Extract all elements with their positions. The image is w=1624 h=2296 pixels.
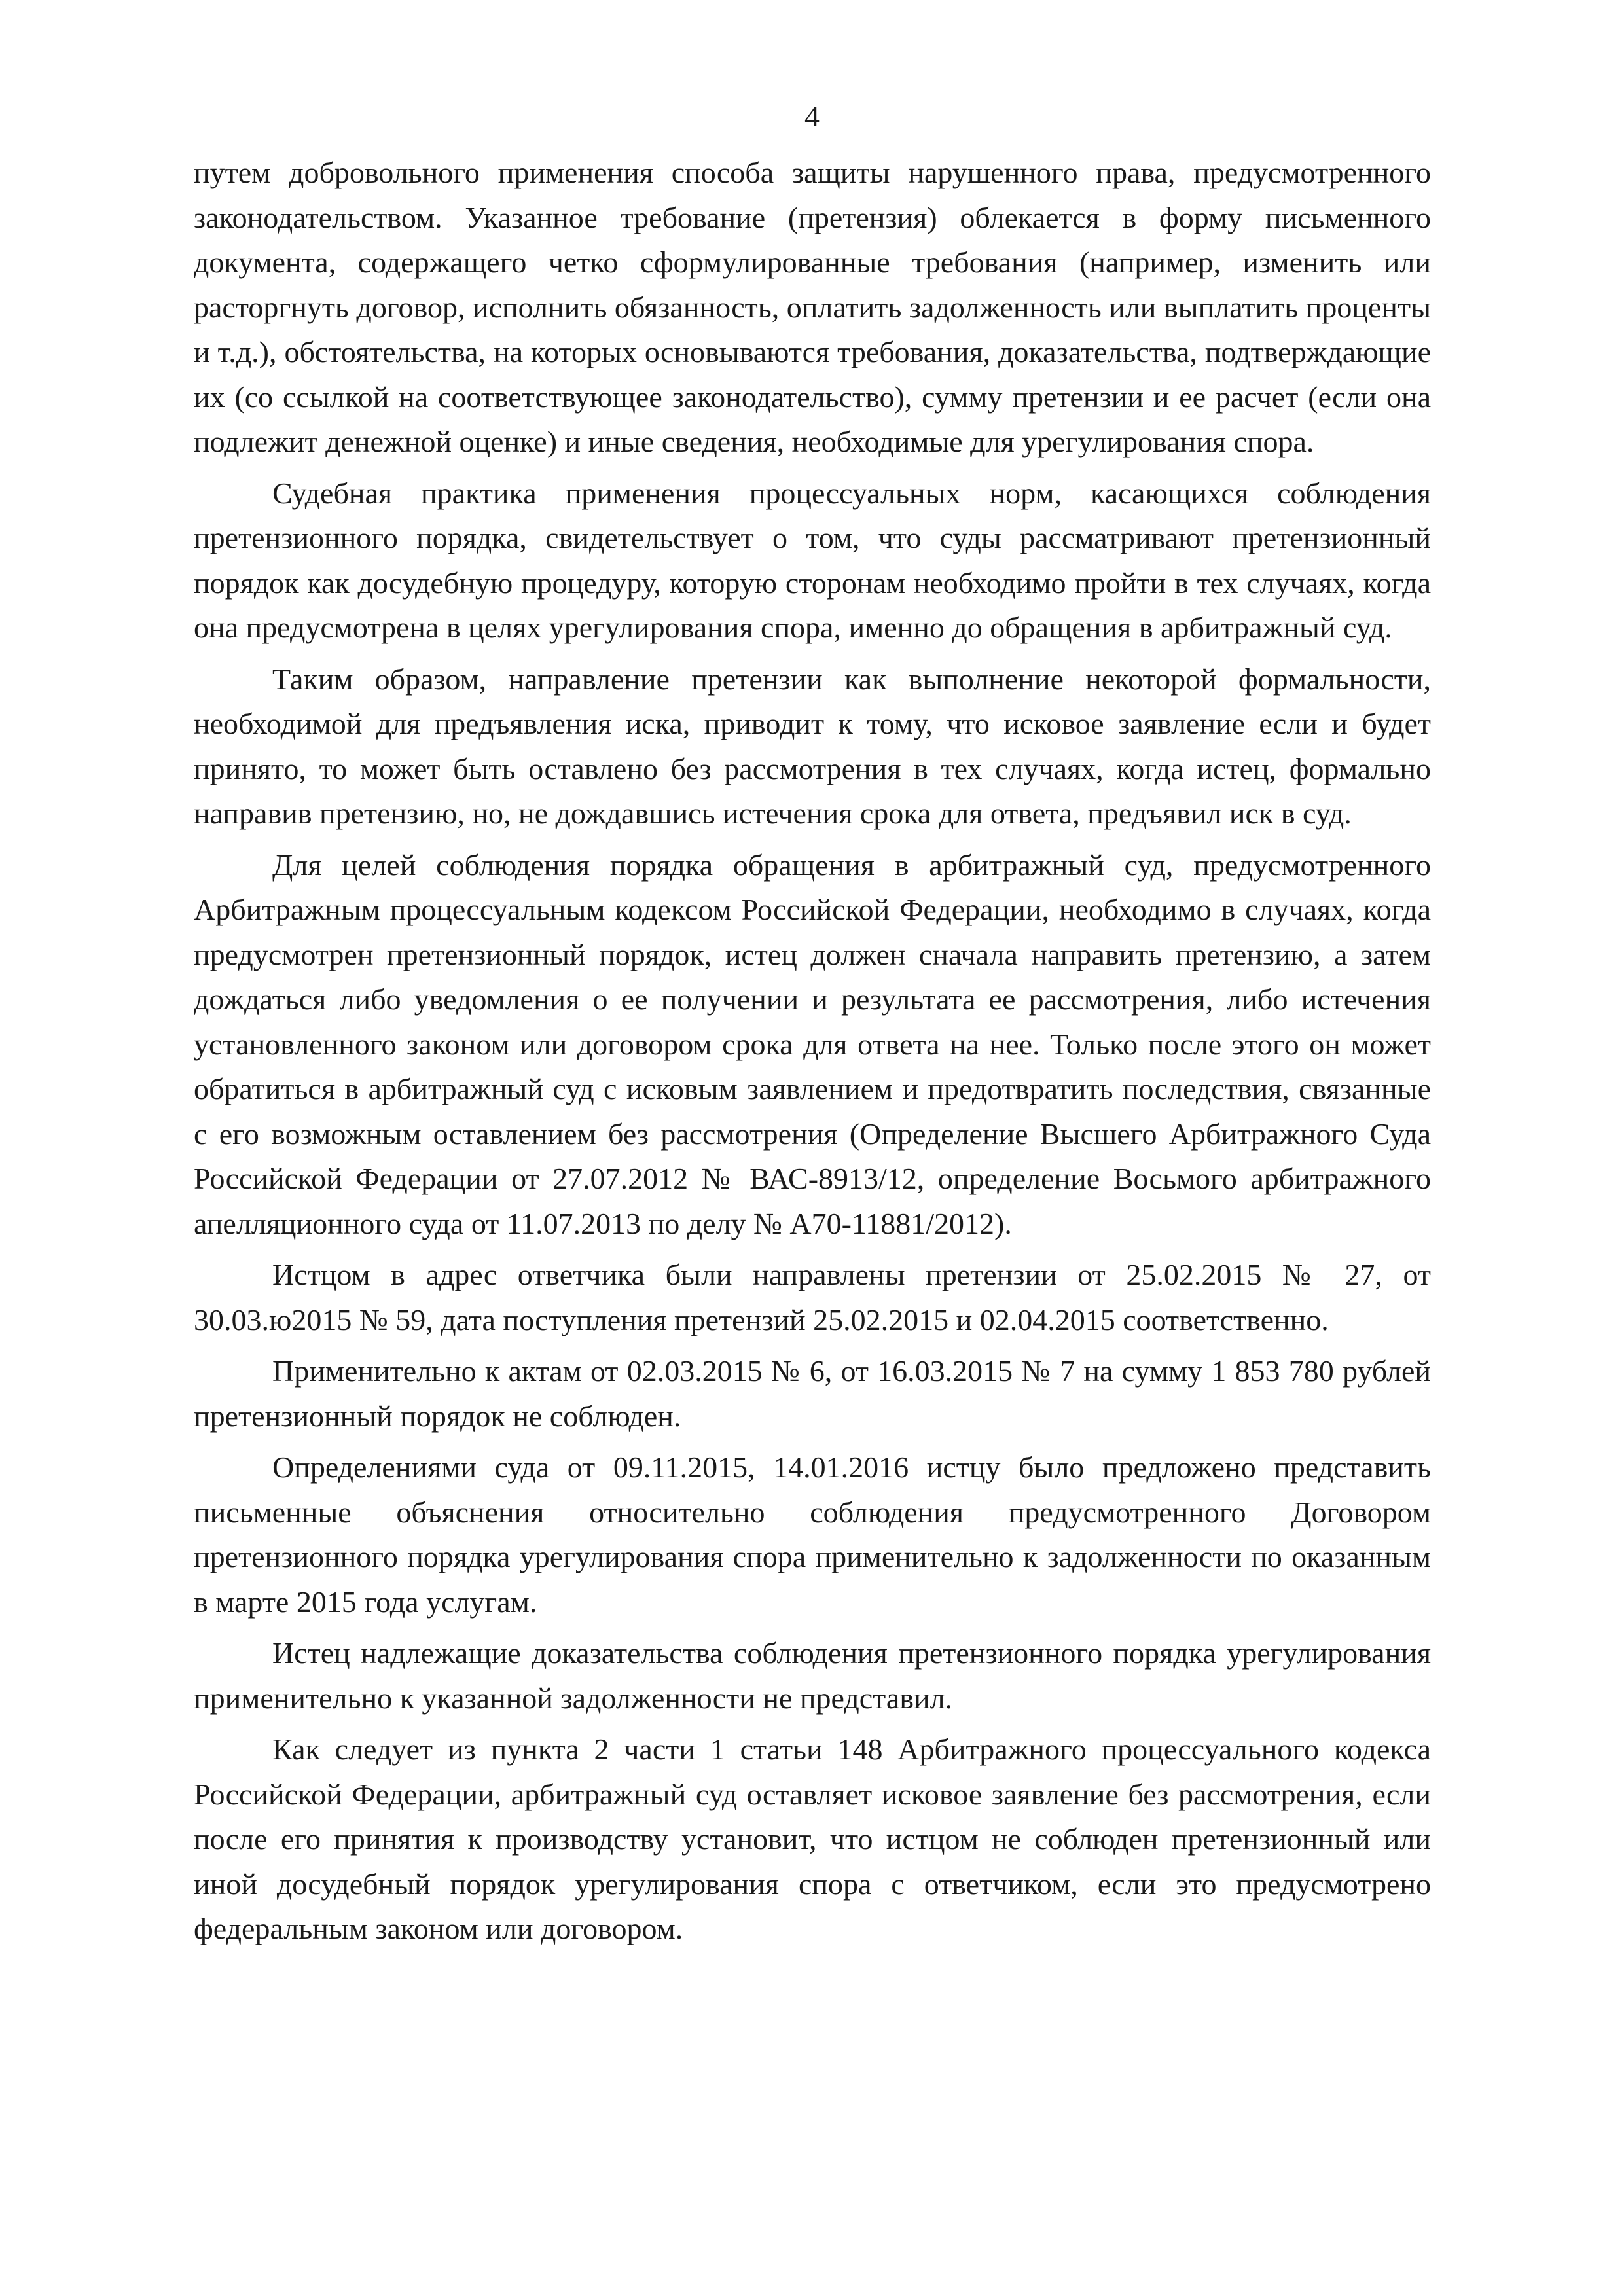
document-body xyxy=(194,151,1431,1958)
paragraph: Истец надлежащие доказательства соблюдения претензионного порядка урегулирования применительно к указанной задолженности не представил. xyxy=(194,1636,1431,1715)
paragraph: Судебная практика применения процессуальных норм, касающихся соблюдения претензионного порядка, свидетельствует о том, что суды рассматривают претензионный порядок как досудебную процедуру, которую сторонам необходимо пройти в тех случаях, когда она предусмотрена в целях урегулирования спора, именно до обращения в арбитражный суд. xyxy=(194,476,1431,644)
paragraph: Для целей соблюдения порядка обращения в арбитражный суд, предусмотренного Арбитражным процессуальным кодексом Российской Федерации, необходимо в случаях, когда предусмотрен претензионный порядок, истец должен сначала направить претензию, а затем дождаться либо уведомления о ее получении и результата ее рассмотрения, либо истечения установленного законом или договором срока для ответа на нее. Только после этого он может обратиться в арбитражный суд с исковым заявлением и предотвратить последствия, связанные с его возможным оставлением без рассмотрения (Определение Высшего Арбитражного Суда Российской Федерации от 27.07.2012 № ВАС-8913/12, определение Восьмого арбитражного апелляционного суда от 11.07.2013 по делу № А70-11881/2012). xyxy=(194,848,1431,1240)
paragraph: Истцом в адрес ответчика были направлены претензии от 25.02.2015 № 27, от 30.03.ю2015 № 59, дата поступления претензий 25.02.2015 и 02.04.2015 соответственно. xyxy=(194,1258,1431,1336)
paragraph: Применительно к актам от 02.03.2015 № 6, от 16.03.2015 № 7 на сумму 1 853 780 рублей претензионный порядок не соблюден. xyxy=(194,1354,1431,1433)
paragraph: Как следует из пункта 2 части 1 статьи 148 Арбитражного процессуального кодекса Российской Федерации, арбитражный суд оставляет исковое заявление без рассмотрения, если после его принятия к производству установит, что истцом не соблюден претензионный или иной досудебный порядок урегулирования спора с ответчиком, если это предусмотрено федеральным законом или договором. xyxy=(194,1732,1431,1945)
paragraph: Таким образом, направление претензии как выполнение некоторой формальности, необходимой для предъявления иска, приводит к тому, что исковое заявление если и будет принято, то может быть оставлено без рассмотрения в тех случаях, когда истец, формально направив претензию, но, не дождавшись истечения срока для ответа, предъявил иск в суд. xyxy=(194,662,1431,830)
paragraph: путем добровольного применения способа защиты нарушенного права, предусмотренного законодательством. Указанное требование (претензия) облекается в форму письменного документа, содержащего четко сформулированные требования (например, изменить или расторгнуть договор, исполнить обязанность, оплатить задолженность или выплатить проценты и т.д.), обстоятельства, на которых основываются требования, доказательства, подтверждающие их (со ссылкой на соответствующее законодательство), сумму претензии и ее расчет (если она подлежит денежной оценке) и иные сведения, необходимые для урегулирования спора. xyxy=(194,156,1431,458)
paragraph: Определениями суда от 09.11.2015, 14.01.2016 истцу было предложено представить письменные объяснения относительно соблюдения предусмотренного Договором претензионного порядка урегулирования спора применительно к задолженности по оказанным в марте 2015 года услугам. xyxy=(194,1450,1431,1619)
page-number: 4 xyxy=(804,99,820,133)
